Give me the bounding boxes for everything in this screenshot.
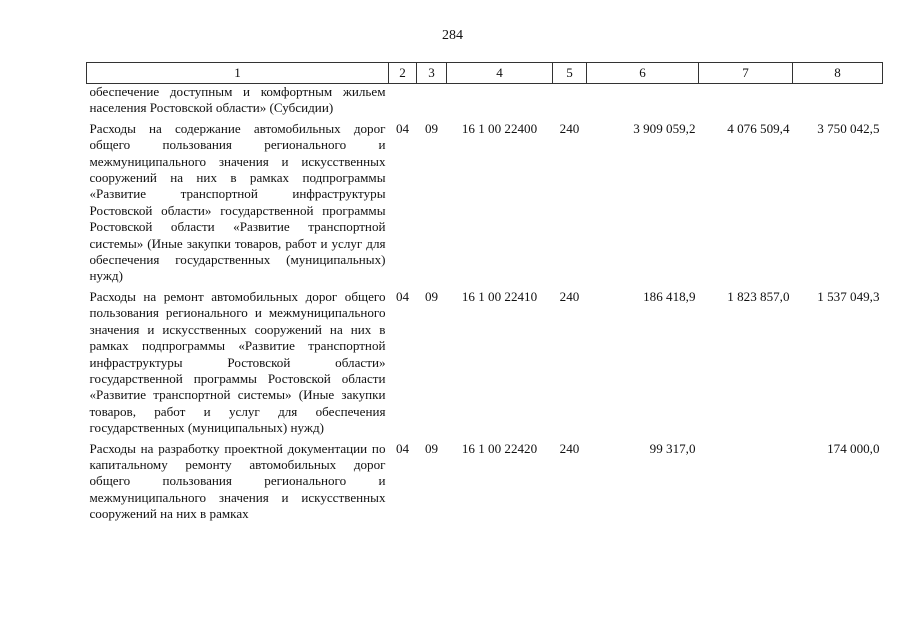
row-description: Расходы на ремонт автомобильных дорог общего пользования регионального и межмуниципального значения и искусственных сооружений на них в рамках подпрограммы «Развитие транспортной инфраструктуры Ростовской области» государственной программы Ростовской области «Развитие транспортной системы» (Иные закупки товаров, работ и услуг для обеспечения государственных (муниципальных) нужд) [89,288,386,436]
row-target-article: 16 1 00 22410 [461,288,538,304]
row-section: 04 [395,120,410,136]
column-header-7: 7 [699,63,793,84]
header-row [87,63,883,84]
budget-table [86,62,883,523]
row-expense-type: 240 [559,120,580,136]
row-amount-8: 174 000,0 [827,440,880,456]
row-subsection: 09 [424,288,439,304]
column-header-4: 4 [447,63,553,84]
row-amount-8: 1 537 049,3 [817,288,880,304]
continuation-row [87,84,883,117]
row-amount-7 [699,437,793,523]
row-expense-type: 240 [559,288,580,304]
table-row [87,285,883,437]
row-expense-type: 240 [559,440,580,456]
column-header-5: 5 [553,63,587,84]
row-amount-6: 99 317,0 [649,440,696,456]
column-header-2: 2 [389,63,417,84]
table-row [87,117,883,285]
row-amount-8: 3 750 042,5 [817,120,880,136]
row-section: 04 [395,288,410,304]
row-subsection: 09 [424,440,439,456]
row-target-article: 16 1 00 22420 [461,440,538,456]
row-target-article: 16 1 00 22400 [461,120,538,136]
row-subsection: 09 [424,120,439,136]
row-description: Расходы на содержание автомобильных дорог общего пользования регионального и межмуниципального значения и искусственных сооружений на них в рамках подпрограммы «Развитие транспортной инфраструктуры Ростовской области» государственной программы Ростовской области «Развитие транспортной системы» (Иные закупки товаров, работ и услуг для обеспечения государственных (муниципальных) нужд) [89,120,386,284]
continuation-text: обеспечение доступным и комфортным жильем населения Ростовской области» (Субсидии) [89,84,386,116]
row-amount-7: 1 823 857,0 [727,288,790,304]
row-amount-6: 3 909 059,2 [633,120,696,136]
row-section: 04 [395,440,410,456]
column-header-6: 6 [587,63,699,84]
row-amount-7: 4 076 509,4 [727,120,790,136]
column-header-1: 1 [87,63,389,84]
table-row [87,437,883,523]
column-header-8: 8 [793,63,883,84]
row-amount-6: 186 418,9 [643,288,696,304]
column-header-3: 3 [417,63,447,84]
row-description: Расходы на разработку проектной документации по капитальному ремонту автомобильных дорог общего пользования регионального и межмуниципального значения и искусственных сооружений на них в рамках [89,440,386,522]
page-number: 284 [442,28,463,43]
